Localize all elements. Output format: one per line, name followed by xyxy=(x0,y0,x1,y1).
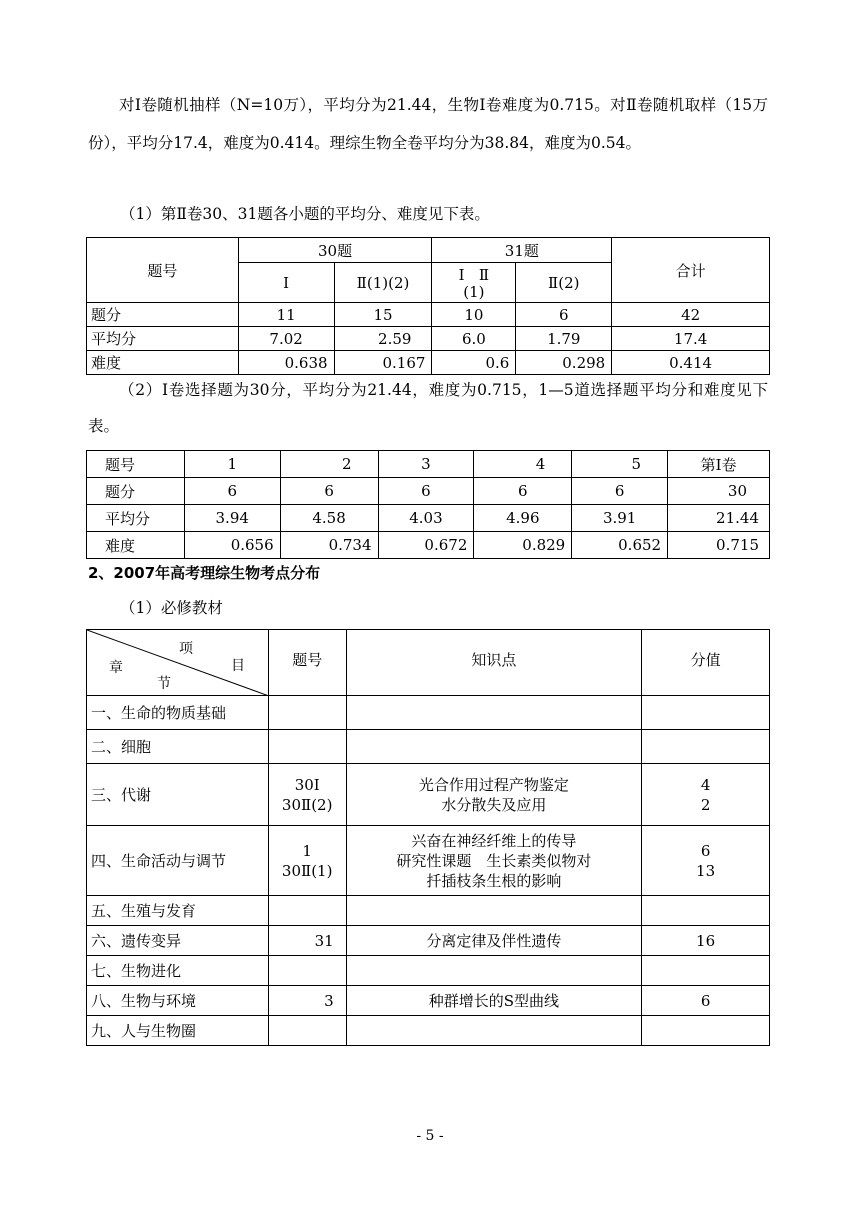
table-row xyxy=(87,505,770,532)
knowledge-point-cell-line: 种群增长的S型曲线 xyxy=(428,991,560,1010)
knowledge-point-cell-line: 研究性课题 生长素类似物对 xyxy=(396,851,592,870)
cell: 6 xyxy=(378,478,474,505)
cell: 17.4 xyxy=(612,327,770,351)
cell: 第Ⅰ卷 xyxy=(668,451,770,478)
question-no-cell xyxy=(268,1016,346,1046)
question-no-cell-line: 30Ⅰ xyxy=(294,775,320,794)
knowledge-point-cell xyxy=(346,1016,642,1046)
row-label: 难度 xyxy=(87,351,239,375)
knowledge-point-cell xyxy=(346,826,642,896)
cell: 7.02 xyxy=(238,327,334,351)
row-label: 题分 xyxy=(87,303,239,327)
knowledge-point-cell xyxy=(346,696,642,730)
table-row xyxy=(87,956,770,986)
row-label: 平均分 xyxy=(87,327,239,351)
score-cell xyxy=(642,730,770,764)
question-no-cell-line: 31 xyxy=(314,931,334,950)
cell: 30 xyxy=(668,478,770,505)
knowledge-point-cell xyxy=(346,730,642,764)
cell: 6 xyxy=(516,303,612,327)
score-cell xyxy=(642,986,770,1016)
knowledge-point-cell xyxy=(346,896,642,926)
cell: 0.715 xyxy=(668,532,770,559)
group-30: 30题 xyxy=(238,238,432,263)
knowledge-point-cell xyxy=(346,764,642,826)
score-cell-line: 2 xyxy=(700,795,711,814)
cell: 1.79 xyxy=(516,327,612,351)
knowledge-point-cell xyxy=(346,986,642,1016)
sub-header-31-1-line1: Ⅰ Ⅱ xyxy=(458,265,490,284)
diag-label-jie: 节 xyxy=(157,676,171,692)
cell: 3.94 xyxy=(184,505,280,532)
row-label: 难度 xyxy=(87,532,185,559)
table-row xyxy=(87,926,770,956)
chapter-cell: 五、生殖与发育 xyxy=(87,896,269,926)
row-label: 题号 xyxy=(87,451,185,478)
cell: 0.414 xyxy=(612,351,770,375)
diag-label-xiang: 项 xyxy=(179,641,193,657)
table-row xyxy=(87,764,770,826)
cell: 0.672 xyxy=(378,532,474,559)
chapter-cell: 六、遗传变异 xyxy=(87,926,269,956)
cell: 6 xyxy=(474,478,572,505)
diag-label-zhang: 章 xyxy=(109,660,123,676)
chapter-cell: 三、代谢 xyxy=(87,764,269,826)
table-part1-choice xyxy=(86,450,770,559)
cell: 6 xyxy=(572,478,668,505)
cell: 0.638 xyxy=(238,351,334,375)
subheading-1: （1）第Ⅱ卷30、31题各小题的平均分、难度见下表。 xyxy=(120,205,490,223)
question-no-cell-line: 1 xyxy=(302,841,312,860)
knowledge-point-cell xyxy=(346,926,642,956)
subheading-3: （1）必修教材 xyxy=(120,599,223,617)
chapter-cell: 九、人与生物圈 xyxy=(87,1016,269,1046)
chapter-cell: 八、生物与环境 xyxy=(87,986,269,1016)
total-header: 合计 xyxy=(612,238,770,303)
group-31: 31题 xyxy=(432,238,612,263)
header-knowledge-point: 知识点 xyxy=(346,630,642,696)
score-cell xyxy=(642,896,770,926)
question-no-cell-line: 3 xyxy=(324,991,334,1010)
cell: 10 xyxy=(432,303,516,327)
row-label: 平均分 xyxy=(87,505,185,532)
cell: 15 xyxy=(334,303,432,327)
diagonal-header-cell xyxy=(87,630,269,696)
table-row xyxy=(87,327,770,351)
question-no-cell-line: 30Ⅱ(2) xyxy=(281,795,333,814)
cell: 21.44 xyxy=(668,505,770,532)
table-part2-scores xyxy=(86,237,770,375)
cell: 0.652 xyxy=(572,532,668,559)
question-no-cell xyxy=(268,696,346,730)
score-cell-line: 6 xyxy=(700,991,711,1010)
knowledge-point-cell-line: 分离定律及伴性遗传 xyxy=(426,931,562,950)
intro-paragraph: 对Ⅰ卷随机抽样（N=10万），平均分为21.44，生物Ⅰ卷难度为0.715。对Ⅱ卷随机取样（15万份），平均分17.4，难度为0.414。理综生物全卷平均分为38.84，难度为0.54。 xyxy=(88,96,768,152)
table-row xyxy=(87,986,770,1016)
chapter-cell: 一、生命的物质基础 xyxy=(87,696,269,730)
chapter-cell: 四、生命活动与调节 xyxy=(87,826,269,896)
score-cell-line: 6 xyxy=(700,841,711,860)
knowledge-point-cell-line: 光合作用过程产物鉴定 xyxy=(418,775,569,794)
knowledge-point-cell-line: 扦插枝条生根的影响 xyxy=(426,871,562,890)
cell: 42 xyxy=(612,303,770,327)
score-cell xyxy=(642,956,770,986)
table-row xyxy=(87,303,770,327)
cell: 2.59 xyxy=(334,327,432,351)
cell: 11 xyxy=(238,303,334,327)
table-row xyxy=(87,532,770,559)
question-no-cell xyxy=(268,896,346,926)
question-no-cell xyxy=(268,926,346,956)
score-cell-line: 13 xyxy=(696,861,716,880)
knowledge-point-cell-line: 兴奋在神经纤维上的传导 xyxy=(411,831,577,850)
table-row xyxy=(87,478,770,505)
table-exam-points xyxy=(86,629,770,1046)
question-no-cell xyxy=(268,826,346,896)
diag-label-mu: 目 xyxy=(231,658,245,674)
chapter-cell: 二、细胞 xyxy=(87,730,269,764)
cell: 5 xyxy=(572,451,668,478)
table-row xyxy=(87,826,770,896)
score-cell xyxy=(642,1016,770,1046)
cell: 4 xyxy=(474,451,572,478)
cell: 0.298 xyxy=(516,351,612,375)
score-cell xyxy=(642,926,770,956)
cell: 0.829 xyxy=(474,532,572,559)
score-cell xyxy=(642,696,770,730)
col-title: 题号 xyxy=(87,238,239,303)
question-no-cell xyxy=(268,764,346,826)
cell: 0.6 xyxy=(432,351,516,375)
table-row xyxy=(87,451,770,478)
question-no-cell-line: 30Ⅱ(1) xyxy=(281,861,333,880)
cell: 6.0 xyxy=(432,327,516,351)
sub-header-30-1: Ⅰ xyxy=(238,263,334,303)
cell: 3.91 xyxy=(572,505,668,532)
score-cell xyxy=(642,826,770,896)
score-cell xyxy=(642,764,770,826)
question-no-cell xyxy=(268,730,346,764)
cell: 6 xyxy=(280,478,378,505)
cell: 0.167 xyxy=(334,351,432,375)
knowledge-point-cell-line: 水分散失及应用 xyxy=(441,795,547,814)
row-label: 题分 xyxy=(87,478,185,505)
cell: 2 xyxy=(280,451,378,478)
cell: 4.58 xyxy=(280,505,378,532)
cell: 6 xyxy=(184,478,280,505)
cell: 4.96 xyxy=(474,505,572,532)
score-cell-line: 16 xyxy=(696,931,716,950)
sub-header-30-2: Ⅱ(1)(2) xyxy=(334,263,432,303)
knowledge-point-cell xyxy=(346,956,642,986)
table-row xyxy=(87,351,770,375)
table-row xyxy=(87,1016,770,1046)
sub-header-31-1-line2: (1) xyxy=(463,282,485,301)
section-heading: 2、2007年高考理综生物考点分布 xyxy=(88,564,321,582)
table-row xyxy=(87,696,770,730)
cell: 0.734 xyxy=(280,532,378,559)
table-row xyxy=(87,730,770,764)
sub-header-31-1 xyxy=(432,263,516,303)
subheading-2: （2）Ⅰ卷选择题为30分，平均分为21.44，难度为0.715，1—5道选择题平均分和难度见下表。 xyxy=(88,381,768,435)
cell: 3 xyxy=(378,451,474,478)
question-no-cell xyxy=(268,986,346,1016)
score-cell-line: 4 xyxy=(700,775,711,794)
sub-header-31-2: Ⅱ(2) xyxy=(516,263,612,303)
chapter-cell: 七、生物进化 xyxy=(87,956,269,986)
table-row xyxy=(87,896,770,926)
question-no-cell xyxy=(268,956,346,986)
header-score: 分值 xyxy=(642,630,770,696)
cell: 1 xyxy=(184,451,280,478)
page-number: - 5 - xyxy=(416,1128,444,1144)
cell: 0.656 xyxy=(184,532,280,559)
header-question-no: 题号 xyxy=(268,630,346,696)
cell: 4.03 xyxy=(378,505,474,532)
